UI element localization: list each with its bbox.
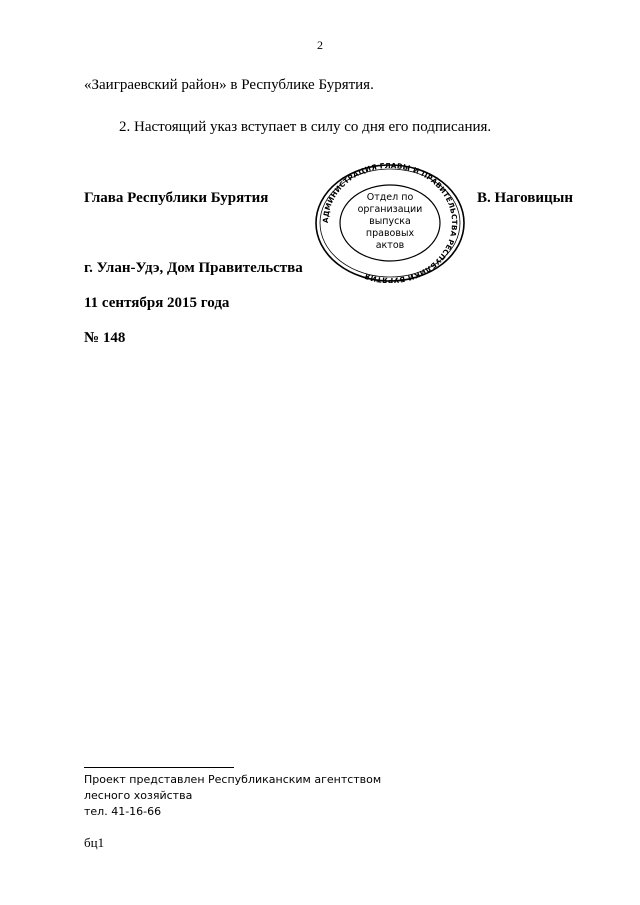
footnote-divider <box>84 767 234 768</box>
official-seal <box>314 163 466 283</box>
issue-date: 11 сентября 2015 года <box>84 295 230 311</box>
seal-center-line-1: Отдел по <box>366 192 414 203</box>
decree-number: № 148 <box>84 330 126 346</box>
seal-center-line-4: правовых <box>365 228 415 239</box>
signatory-name: В. Наговицын <box>477 190 573 206</box>
seal-stamp-icon <box>314 163 466 283</box>
issue-place: г. Улан-Удэ, Дом Правительства <box>84 260 303 276</box>
seal-ring-text: АДМИНИСТРАЦИЯ ГЛАВЫ И ПРАВИТЕЛЬСТВА РЕСПУБЛИКИ БУРЯТИЯ <box>320 163 460 283</box>
body-line-1: «Заиграевский район» в Республике Бурятия. <box>84 77 374 93</box>
body-line-2: 2. Настоящий указ вступает в силу со дня его подписания. <box>119 119 492 135</box>
footnote-phone: тел. 41-16-66 <box>84 805 162 818</box>
seal-center-line-2: организации <box>357 204 423 215</box>
seal-center-line-3: выпуска <box>369 216 411 227</box>
seal-center-line-5: актов <box>375 240 405 251</box>
footnote-line-2: лесного хозяйства <box>84 789 193 802</box>
page-number: 2 <box>317 38 323 52</box>
signatory-position: Глава Республики Бурятия <box>84 190 269 206</box>
footnote-line-1: Проект представлен Республиканским агентством <box>84 773 382 786</box>
document-code: бц1 <box>84 835 105 850</box>
